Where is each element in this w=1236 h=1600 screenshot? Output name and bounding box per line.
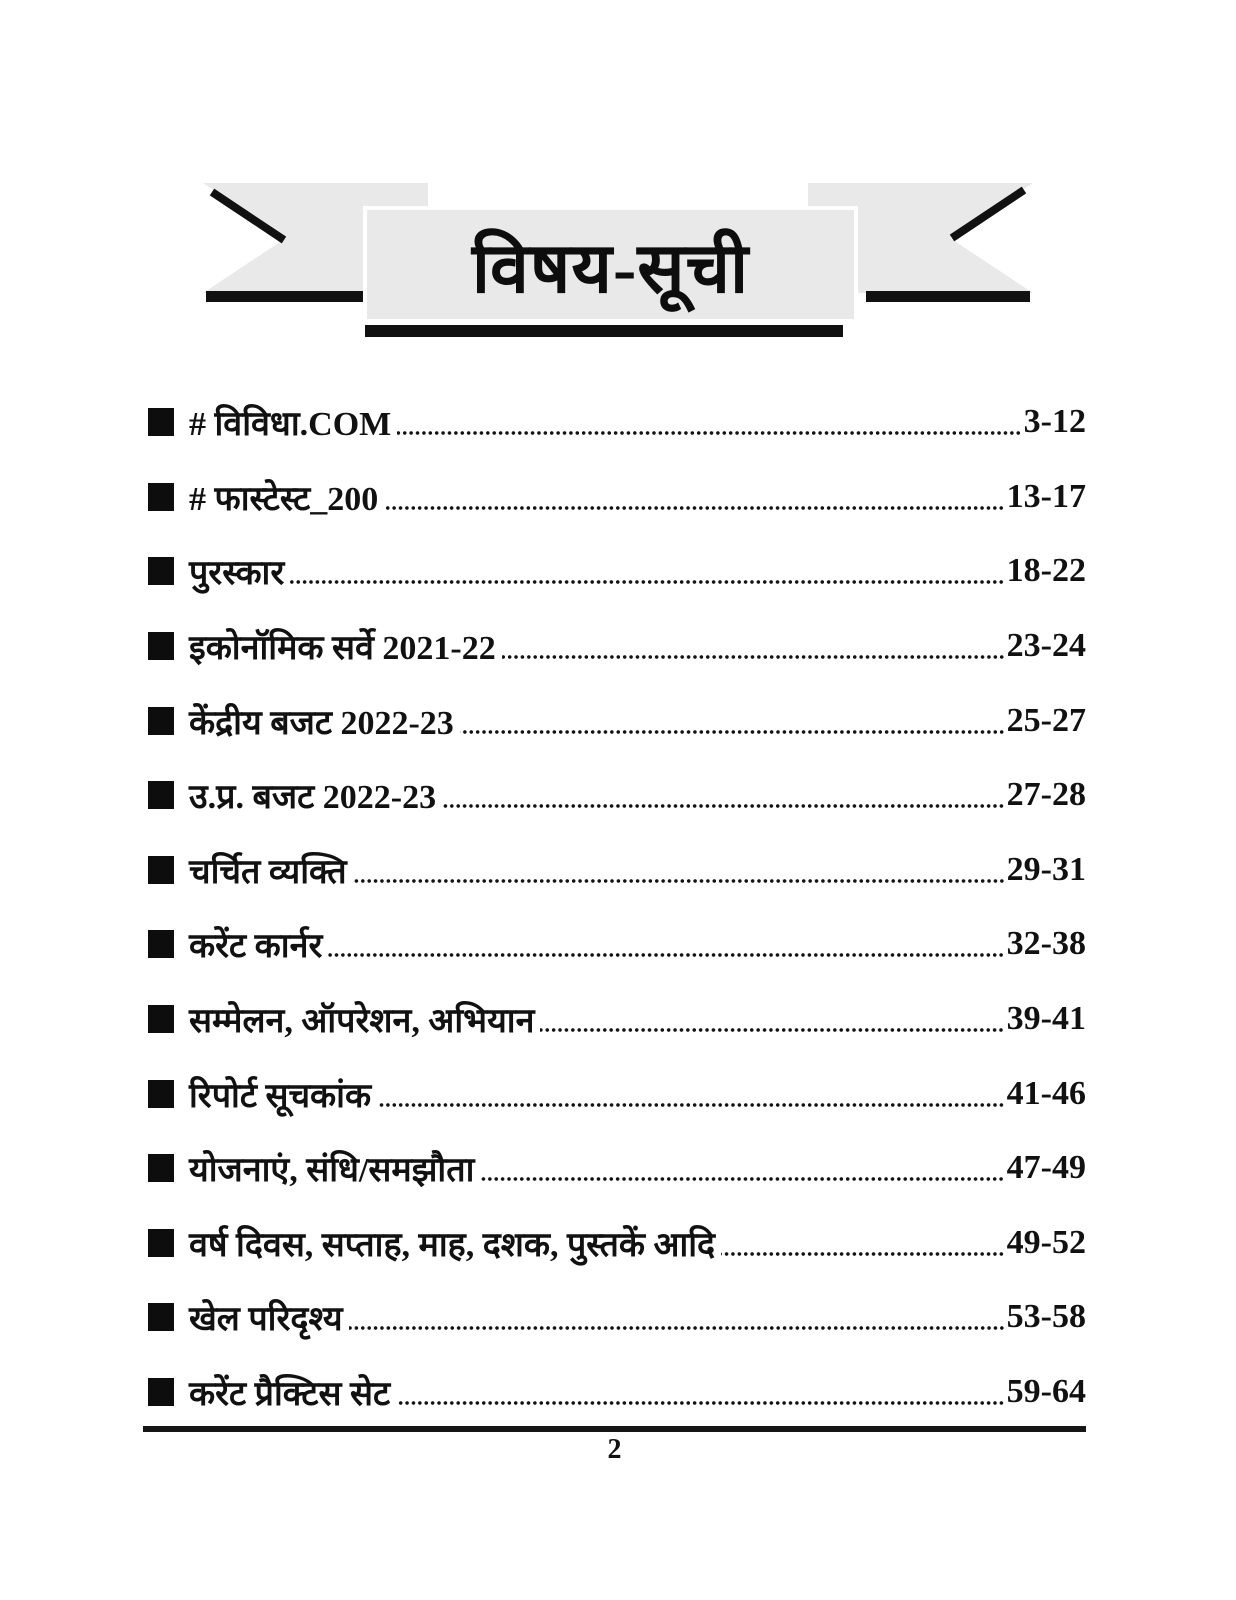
toc-page-range: 32-38: [1006, 925, 1086, 963]
toc-page-range: 18-22: [1006, 552, 1086, 590]
footer-rule: [143, 1426, 1086, 1432]
toc-row: [148, 609, 1086, 684]
toc-item-label: केंद्रीय बजट 2022-23: [189, 704, 454, 742]
toc-leader-dots: [384, 505, 1004, 511]
toc-page-range: 41-46: [1006, 1074, 1086, 1112]
bullet-square-icon: [148, 1378, 174, 1406]
toc-row: [148, 1280, 1086, 1355]
bullet-square-icon: [148, 1229, 174, 1257]
toc-page-range: 13-17: [1006, 477, 1086, 515]
toc-row: [148, 982, 1086, 1057]
toc-row: [148, 683, 1086, 758]
toc-row: [148, 1131, 1086, 1206]
bullet-square-icon: [148, 557, 174, 585]
bullet-square-icon: [148, 781, 174, 809]
title-ribbon-banner: [198, 178, 1038, 353]
bullet-square-icon: [148, 483, 174, 511]
toc-row: [148, 1355, 1086, 1430]
toc-page-range: 39-41: [1006, 1000, 1086, 1038]
toc-item-label: इकोनॉमिक सर्वे 2021-22: [189, 630, 496, 668]
page-title: विषय-सूची: [471, 230, 750, 308]
page-number: 2: [607, 1434, 622, 1465]
bullet-square-icon: [148, 1080, 174, 1108]
toc-page-range: 29-31: [1006, 850, 1086, 888]
toc-leader-dots: [442, 803, 1005, 809]
toc-item-label: पुरस्कार: [189, 555, 285, 593]
toc-page-range: 27-28: [1006, 776, 1086, 814]
bullet-square-icon: [148, 856, 174, 884]
toc-leader-dots: [396, 1400, 1005, 1406]
toc-leader-dots: [290, 579, 1004, 585]
toc-item-label: वर्ष दिवस, सप्ताह, माह, दशक, पुस्तकें आदि: [189, 1226, 716, 1264]
toc-list: [148, 385, 1086, 1429]
bullet-square-icon: [148, 1303, 174, 1331]
toc-leader-dots: [721, 1251, 1005, 1257]
toc-leader-dots: [480, 1176, 1004, 1182]
toc-item-label: चर्चित व्यक्ति: [189, 853, 347, 891]
toc-leader-dots: [353, 878, 1005, 884]
toc-page-range: 25-27: [1006, 701, 1086, 739]
toc-item-label: उ.प्र. बजट 2022-23: [189, 779, 437, 817]
toc-item-label: रिपोर्ट सूचकांक: [189, 1077, 372, 1115]
toc-item-label: करेंट प्रैक्टिस सेट: [189, 1376, 391, 1414]
toc-page-range: 23-24: [1006, 627, 1086, 665]
toc-leader-dots: [540, 1027, 1004, 1033]
toc-row: [148, 1056, 1086, 1131]
toc-page-range: 49-52: [1006, 1223, 1086, 1261]
toc-item-label: # विविधा.COM: [189, 406, 392, 444]
bullet-square-icon: [148, 408, 174, 436]
toc-item-label: करेंट कार्नर: [189, 928, 323, 966]
toc-page-range: 53-58: [1006, 1298, 1086, 1336]
toc-leader-dots: [502, 654, 1005, 660]
bullet-square-icon: [148, 930, 174, 958]
bullet-square-icon: [148, 1154, 174, 1182]
toc-item-label: योजनाएं, संधि/समझौता: [189, 1152, 475, 1190]
toc-row: [148, 385, 1086, 460]
toc-row: [148, 534, 1086, 609]
toc-row: [148, 1206, 1086, 1281]
toc-page-range: 47-49: [1006, 1149, 1086, 1187]
toc-item-label: # फास्टेस्ट_200: [189, 480, 379, 518]
toc-row: [148, 758, 1086, 833]
toc-page-range: 3-12: [1023, 403, 1086, 441]
toc-leader-dots: [349, 1325, 1005, 1331]
toc-row: [148, 460, 1086, 535]
bullet-square-icon: [148, 632, 174, 660]
toc-leader-dots: [397, 430, 1021, 436]
toc-leader-dots: [328, 952, 1004, 958]
toc-item-label: खेल परिदृश्य: [189, 1301, 343, 1339]
toc-row: [148, 833, 1086, 908]
toc-leader-dots: [377, 1102, 1005, 1108]
bullet-square-icon: [148, 1005, 174, 1033]
bullet-square-icon: [148, 707, 174, 735]
toc-leader-dots: [460, 729, 1005, 735]
toc-item-label: सम्मेलन, ऑपरेशन, अभियान: [189, 1003, 535, 1041]
toc-page-range: 59-64: [1006, 1373, 1086, 1411]
toc-row: [148, 907, 1086, 982]
